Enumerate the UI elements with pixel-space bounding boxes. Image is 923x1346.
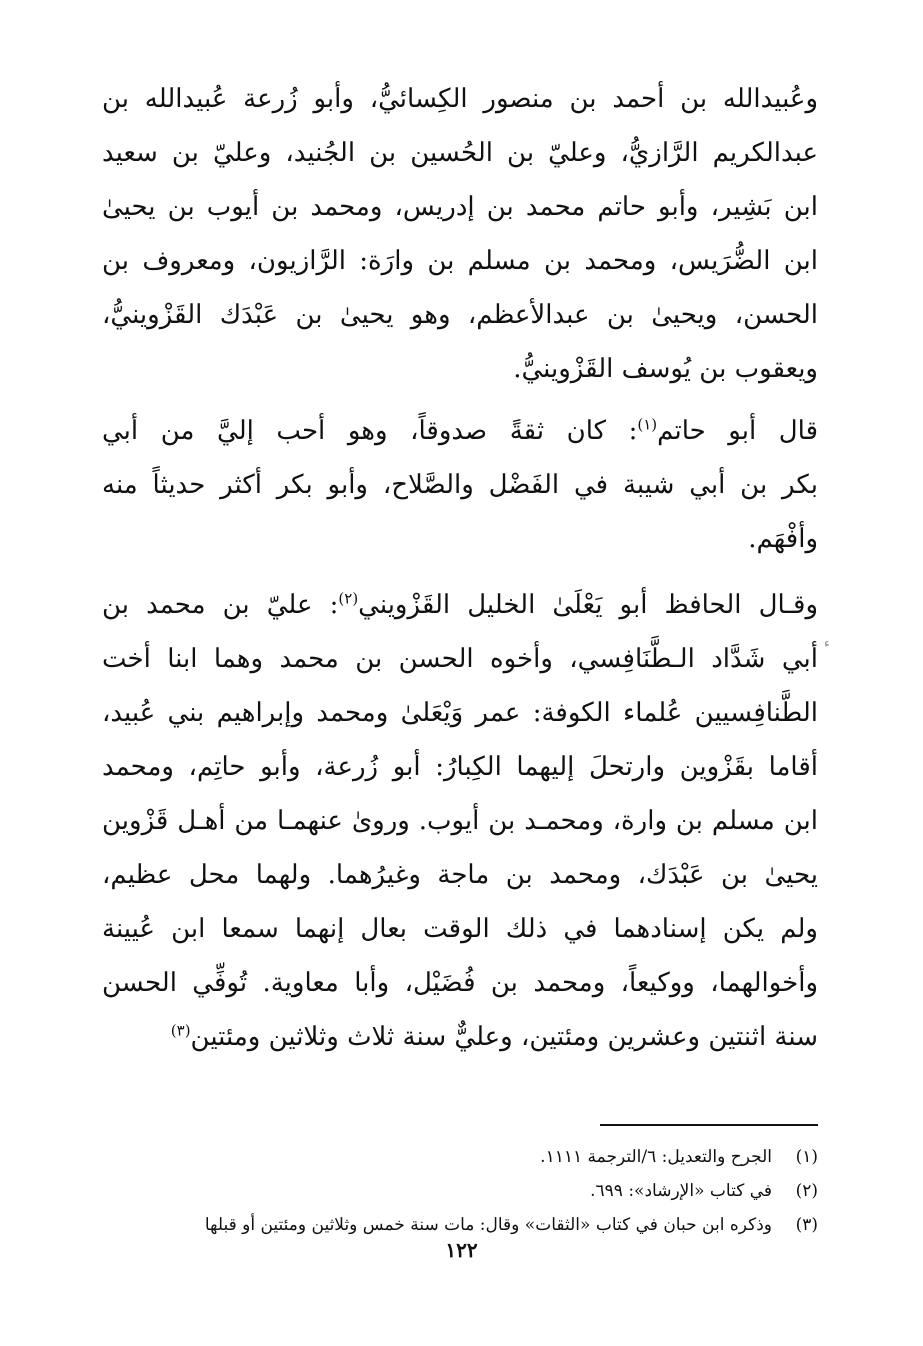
footnote-number: (٢) [795, 1181, 818, 1201]
text-line: ولم يكن إسنادهما في ذلك الوقت بعال إنهما سمعا ابن عُيينة [102, 914, 818, 944]
footnote-text: وذكره ابن حبان في كتاب «الثقات» وقال: مات سنة خمس وثلاثين ومئتين أو قبلها [204, 1215, 772, 1235]
footnote-2 [102, 1174, 818, 1208]
text-line [102, 578, 818, 632]
text-line: ويعقوب بن يُوسف القَزْوينيُّ. [513, 354, 818, 384]
footnote-number: (٣) [795, 1215, 818, 1235]
text-line: وعُبيدالله بن أحمد بن منصور الكِسائيُّ، وأبو زُرعة عُبيدالله بن [102, 84, 818, 114]
footnote-ref: (١) [637, 415, 658, 434]
footnote-number: (١) [795, 1147, 818, 1167]
text-line [102, 1010, 818, 1064]
text-segment: وقـال الحافظ أبو يَعْلَىٰ الخليل القَزْويني [358, 590, 818, 620]
paragraph-2 [102, 404, 818, 566]
text-segment: : عليّ بن محمد بن [102, 590, 339, 620]
text-segment: : كان ثقةً صدوقاً، وهو أحب إليَّ من أبي [102, 416, 638, 446]
margin-mark: ء [824, 636, 830, 650]
footnote-ref: (٢) [338, 589, 359, 608]
text-line: يحيىٰ بن عَبْدَك، ومحمد بن ماجة وغيرُهما. ولهما محل عظيم، [102, 860, 818, 890]
text-line: الطَّنافِسيين عُلماء الكوفة: عمر وَيْعَلىٰ ومحمد وإبراهيم بني عُبيد، [102, 698, 818, 728]
text-line: أقاما بقَزْوين وارتحلَ إليهما الكِبارُ: أبو زُرعة، وأبو حاتِم، ومحمد [102, 752, 818, 782]
footnote-ref: (٣) [170, 1021, 191, 1040]
text-line: وأفْهَم. [748, 524, 818, 554]
text-line: بكر بن أبي شيبة في الفَضْل والصَّلاح، وأبو بكر أكثر حديثاً منه [102, 470, 818, 500]
text-line: عبدالكريم الرَّازيُّ، وعليّ بن الحُسين بن الجُنيد، وعليّ بن سعيد [102, 138, 818, 168]
text-line [102, 404, 818, 458]
text-line: وأخوالهما، ووكيعاً، ومحمد بن فُضَيْل، وأبا معاوية. تُوفِّي الحسن [102, 968, 818, 998]
paragraph-3 [102, 578, 818, 1064]
footnotes [102, 1140, 818, 1242]
footnote-1 [102, 1140, 818, 1174]
page-number: ١٢٢ [445, 1238, 478, 1262]
text-line: ابن مسلم بن وارة، ومحمـد بن أيوب. وروىٰ عنهمـا من أهـل قَزْوين [102, 806, 818, 836]
text-segment: سنة اثنتين وعشرين ومئتين، وعليٌّ سنة ثلاث وثلاثين ومئتين [190, 1022, 818, 1052]
text-line: ابن بَشِير، وأبو حاتم محمد بن إدريس، ومحمد بن أيوب بن يحيىٰ [102, 192, 818, 222]
footnote-text: الجرح والتعديل: ٦/الترجمة ١١١١. [540, 1147, 772, 1167]
text-segment: قال أبو حاتم [657, 416, 818, 446]
text-line: الحسن، ويحيىٰ بن عبدالأعظم، وهو يحيىٰ بن عَبْدَك القَزْوينيُّ، [102, 300, 818, 330]
paragraph-1 [102, 72, 818, 396]
text-line: أبي شَدَّاد الـطَّنَافِسي، وأخوه الحسن بن محمد وهما ابنا أخت [102, 644, 818, 674]
text-line: ابن الضُّرَيس، ومحمد بن مسلم بن وارَة: الرَّازيون، ومعروف بن [102, 246, 818, 276]
footnote-separator [600, 1124, 818, 1126]
footnote-3 [102, 1208, 818, 1242]
footnote-text: في كتاب «الإرشاد»: ٦٩٩. [590, 1181, 772, 1201]
